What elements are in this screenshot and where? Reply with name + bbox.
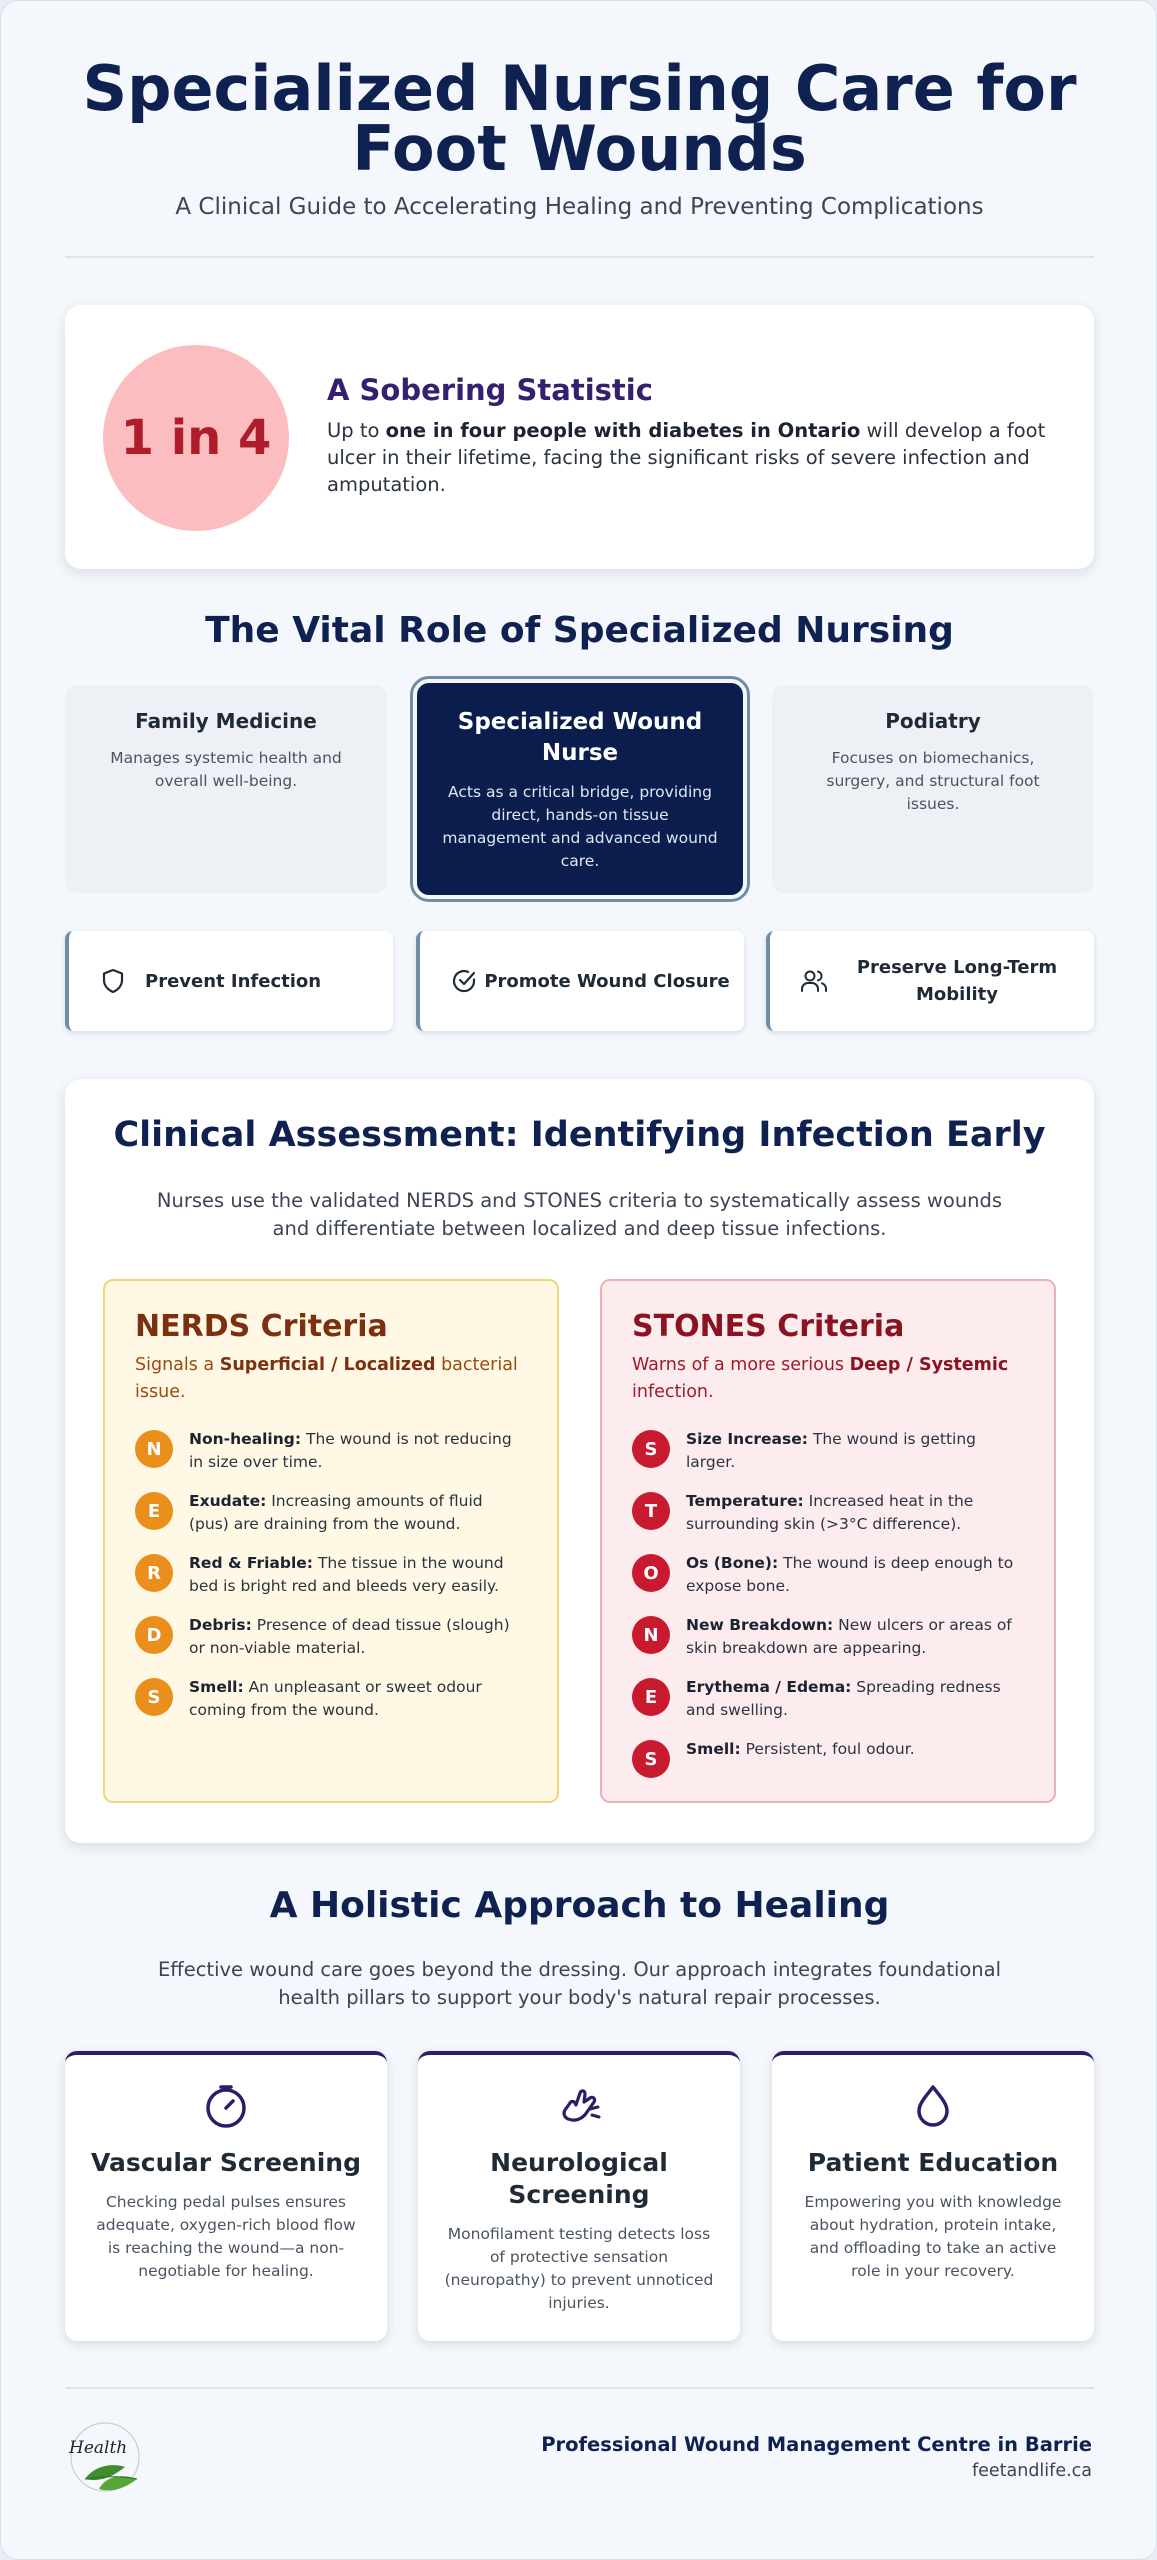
list-item: E Exudate: Increasing amounts of fluid (pus) are draining from the wound.	[135, 1490, 527, 1552]
check-circle-icon	[444, 968, 484, 994]
list-item: N Non-healing: The wound is not reducing in size over time.	[135, 1428, 527, 1490]
letter-badge: R	[135, 1554, 173, 1592]
shield-icon	[93, 968, 133, 994]
list-item: S Smell: An unpleasant or sweet odour coming from the wound.	[135, 1676, 527, 1738]
pillar-label: Prevent Infection	[145, 970, 322, 992]
assessment-card	[65, 1079, 1094, 1843]
list-item: D Debris: Presence of dead tissue (slough) or non-viable material.	[135, 1614, 527, 1676]
list-item: N New Breakdown: New ulcers or areas of skin breakdown are appearing.	[632, 1614, 1024, 1676]
assessment-intro: Nurses use the validated NERDS and STONES criteria to systematically assess wounds and differentiate between localized and deep tissue infections.	[156, 1189, 1003, 1240]
holistic-intro: Effective wound care goes beyond the dressing. Our approach integrates foundational health pillars to support your body's natural repair processes.	[157, 1958, 1002, 2009]
letter-badge: S	[632, 1740, 670, 1778]
pillar-promote-closure	[416, 931, 744, 1031]
page-subtitle: A Clinical Guide to Accelerating Healing and Preventing Complications	[175, 194, 984, 220]
card-vascular-screening	[65, 2051, 387, 2341]
pillar-label: Preserve Long-Term Mobility	[856, 957, 1058, 1005]
card-title: Vascular Screening	[91, 2148, 361, 2177]
holistic-heading: A Holistic Approach to Healing	[269, 1885, 890, 1926]
statistic-heading: A Sobering Statistic	[327, 373, 653, 407]
divider	[65, 2387, 1094, 2389]
svg-text:Health: Health	[69, 2438, 128, 2458]
role-card-wound-nurse	[417, 683, 743, 895]
card-text: Monofilament testing detects loss of protective sensation (neuropathy) to prevent unnoticed injuries.	[444, 2225, 714, 2312]
role-card-title: Podiatry	[885, 709, 981, 733]
card-title: Neurological Screening	[490, 2148, 668, 2209]
role-card-text: Acts as a critical bridge, providing direct, hands-on tissue management and advanced wound care.	[442, 783, 718, 870]
stones-title: STONES Criteria	[632, 1309, 905, 1344]
stones-subtitle: Warns of a more serious Deep / Systemic infection.	[632, 1355, 1009, 1402]
letter-badge: S	[632, 1430, 670, 1468]
page-title: Specialized Nursing Care for Foot Wounds	[82, 52, 1077, 185]
role-card-title: Specialized Wound Nurse	[457, 709, 703, 766]
card-patient-education	[772, 2051, 1094, 2341]
pillar-label: Promote Wound Closure	[484, 970, 730, 992]
pillar-preserve-mobility	[766, 931, 1094, 1031]
list-item: E Erythema / Edema: Spreading redness and swelling.	[632, 1676, 1024, 1738]
letter-badge: S	[135, 1678, 173, 1716]
role-card-text: Focuses on biomechanics, surgery, and structural foot issues.	[826, 749, 1040, 813]
card-text: Empowering you with knowledge about hydration, protein intake, and offloading to take an active role in your recovery.	[804, 2193, 1062, 2280]
statistic-value: 1 in 4	[103, 345, 289, 531]
role-card-family-medicine	[65, 685, 387, 893]
divider	[65, 256, 1094, 258]
list-item: T Temperature: Increased heat in the surrounding skin (>3°C difference).	[632, 1490, 1024, 1552]
nerds-subtitle: Signals a Superficial / Localized bacterial issue.	[135, 1355, 518, 1402]
role-card-podiatry	[772, 685, 1094, 893]
hand-sensation-icon	[442, 2083, 716, 2133]
users-icon	[794, 968, 834, 994]
letter-badge: T	[632, 1492, 670, 1530]
footer-website[interactable]: feetandlife.ca	[971, 2461, 1092, 2481]
pillar-prevent-infection	[65, 931, 393, 1031]
footer-organization: Professional Wound Management Centre in Barrie	[541, 2433, 1092, 2456]
list-item: R Red & Friable: The tissue in the wound bed is bright red and bleeds very easily.	[135, 1552, 527, 1614]
letter-badge: O	[632, 1554, 670, 1592]
health-logo	[65, 2419, 143, 2497]
card-text: Checking pedal pulses ensures adequate, oxygen-rich blood flow is reaching the wound—a non-negotiable for healing.	[96, 2193, 356, 2280]
card-neurological-screening	[418, 2051, 740, 2341]
assessment-heading: Clinical Assessment: Identifying Infection Early	[113, 1115, 1046, 1155]
role-heading: The Vital Role of Specialized Nursing	[205, 610, 954, 651]
list-item: S Size Increase: The wound is getting larger.	[632, 1428, 1024, 1490]
droplet-icon	[796, 2083, 1070, 2133]
letter-badge: E	[135, 1492, 173, 1530]
list-item: O Os (Bone): The wound is deep enough to expose bone.	[632, 1552, 1024, 1614]
card-title: Patient Education	[807, 2148, 1059, 2177]
list-item: S Smell: Persistent, foul odour.	[632, 1738, 1024, 1800]
role-card-title: Family Medicine	[135, 709, 317, 733]
statistic-text: Up to one in four people with diabetes in Ontario will develop a foot ulcer in their lifetime, facing the significant risks of severe infection and amputation.	[327, 419, 1046, 496]
stones-criteria-box	[600, 1279, 1056, 1803]
clock-pulse-icon	[89, 2083, 363, 2133]
nerds-title: NERDS Criteria	[135, 1309, 388, 1344]
letter-badge: N	[632, 1616, 670, 1654]
nerds-criteria-box	[103, 1279, 559, 1803]
role-card-text: Manages systemic health and overall well-being.	[110, 749, 342, 790]
letter-badge: N	[135, 1430, 173, 1468]
letter-badge: D	[135, 1616, 173, 1654]
statistic-card	[65, 305, 1094, 569]
letter-badge: E	[632, 1678, 670, 1716]
